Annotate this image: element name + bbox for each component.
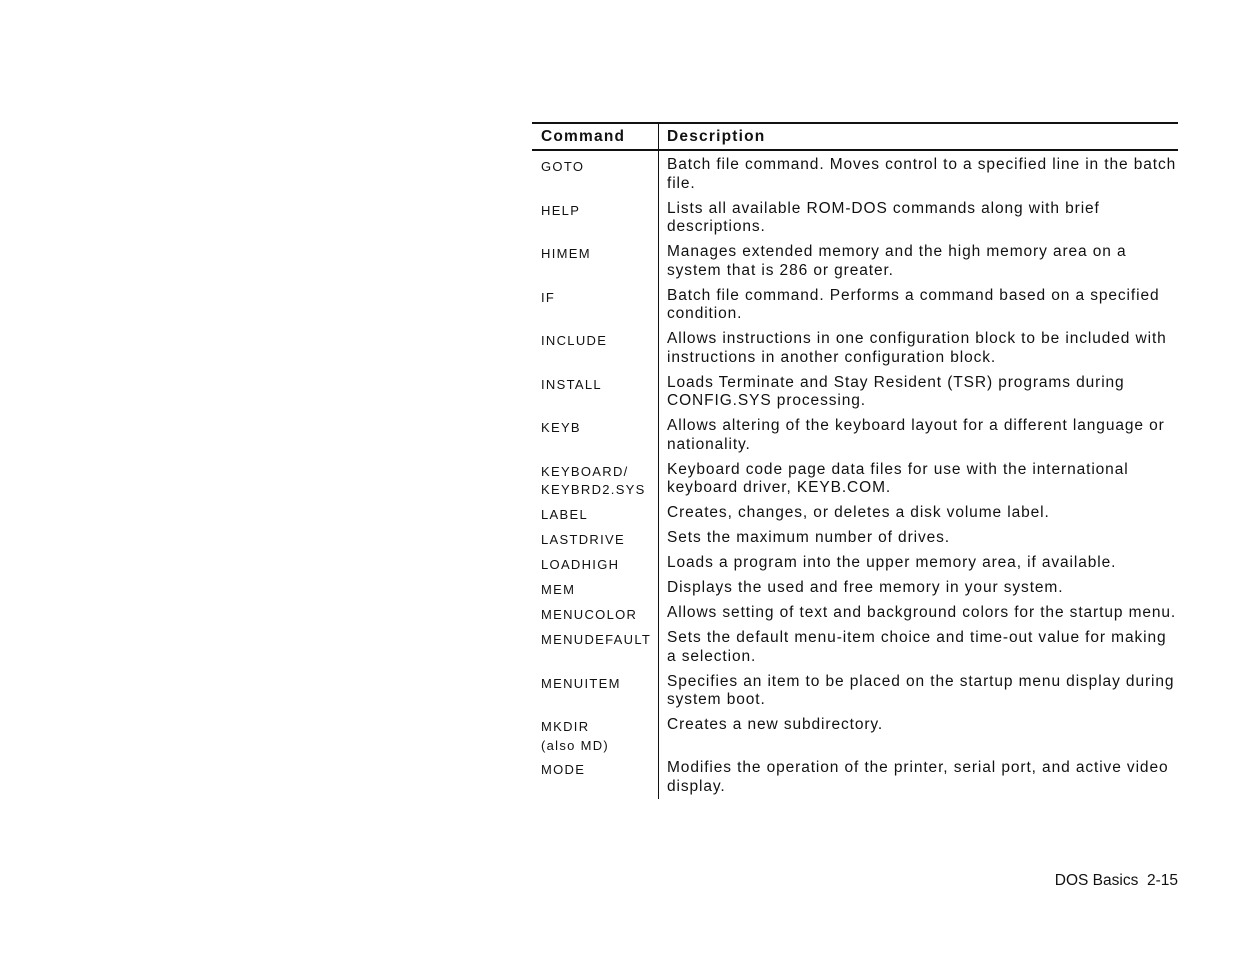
command-cell xyxy=(532,625,659,669)
description-cell: Allows altering of the keyboard layout for a different language or nationality. xyxy=(667,417,1165,453)
table-row xyxy=(532,413,1178,457)
table-row xyxy=(532,196,1178,240)
command-name: LASTDRIVE xyxy=(541,532,625,547)
command-table xyxy=(532,122,1178,799)
description-cell: Creates a new subdirectory. xyxy=(667,716,884,733)
command-cell xyxy=(532,755,659,799)
command-name: MEM xyxy=(541,582,576,597)
footer-section: DOS Basics xyxy=(1054,872,1139,889)
description-cell: Batch file command. Moves control to a specified line in the batch file. xyxy=(667,156,1177,192)
command-cell xyxy=(532,283,659,327)
command-name: HIMEM xyxy=(541,246,591,261)
table-row xyxy=(532,457,1178,501)
description-cell: Loads a program into the upper memory area, if available. xyxy=(667,554,1117,571)
footer-page-number: 2-15 xyxy=(1146,872,1178,889)
column-header-command: Command xyxy=(532,124,659,149)
table-row xyxy=(532,500,1178,525)
command-name: IF xyxy=(541,289,556,305)
table-row xyxy=(532,600,1178,625)
command-cell xyxy=(532,712,659,755)
command-cell xyxy=(532,151,659,196)
command-cell xyxy=(532,326,659,370)
table-row xyxy=(532,151,1178,196)
command-name: LABEL xyxy=(541,507,588,522)
command-name: GOTO xyxy=(541,159,585,174)
table-row xyxy=(532,625,1178,669)
command-cell xyxy=(532,196,659,240)
description-cell: Modifies the operation of the printer, serial port, and active video display. xyxy=(667,759,1169,795)
description-cell: Batch file command. Performs a command based on a specified condition. xyxy=(667,286,1160,322)
command-name: KEYBOARD/ xyxy=(541,463,629,479)
command-cell xyxy=(532,500,659,525)
command-name: MKDIR xyxy=(541,719,590,734)
command-name: HELP xyxy=(541,202,581,218)
command-cell xyxy=(532,669,659,713)
table-row xyxy=(532,239,1178,283)
table-header xyxy=(532,122,1178,151)
command-cell xyxy=(532,413,659,457)
page-footer xyxy=(1055,872,1178,890)
command-name: MENUDEFAULT xyxy=(541,632,652,647)
command-name: MENUCOLOR xyxy=(541,607,638,622)
table-row xyxy=(532,755,1178,799)
command-name: KEYB xyxy=(541,420,581,435)
command-name: (also MD) xyxy=(541,737,610,753)
command-cell xyxy=(532,525,659,550)
description-cell: Loads Terminate and Stay Resident (TSR) programs during CONFIG.SYS processing. xyxy=(667,373,1125,409)
table-row xyxy=(532,669,1178,713)
description-cell: Manages extended memory and the high memory area on a system that is 286 or greater. xyxy=(667,243,1127,279)
description-cell: Sets the maximum number of drives. xyxy=(667,529,950,546)
command-cell xyxy=(532,457,659,501)
description-cell: Allows setting of text and background colors for the startup menu. xyxy=(667,604,1177,621)
command-name: MODE xyxy=(541,762,586,777)
description-cell: Creates, changes, or deletes a disk volume label. xyxy=(667,504,1050,521)
description-cell: Displays the used and free memory in your system. xyxy=(667,579,1064,596)
command-cell xyxy=(532,370,659,414)
table-row xyxy=(532,550,1178,575)
description-cell: Lists all available ROM-DOS commands along with brief descriptions. xyxy=(667,199,1100,235)
command-cell xyxy=(532,575,659,600)
description-cell: Allows instructions in one configuration block to be included with instructions in another configuration block. xyxy=(667,330,1167,366)
description-cell: Keyboard code page data files for use with the international keyboard driver, KEYB.COM. xyxy=(667,460,1129,496)
table-row xyxy=(532,575,1178,600)
command-name: LOADHIGH xyxy=(541,557,620,572)
description-cell: Sets the default menu-item choice and time-out value for making a selection. xyxy=(667,629,1167,665)
description-cell: Specifies an item to be placed on the startup menu display during system boot. xyxy=(667,672,1175,708)
command-name: INSTALL xyxy=(541,376,602,392)
table-row xyxy=(532,283,1178,327)
table-row xyxy=(532,712,1178,755)
table-row xyxy=(532,326,1178,370)
column-header-description: Description xyxy=(667,128,766,145)
command-name: INCLUDE xyxy=(541,333,608,348)
command-cell xyxy=(532,239,659,283)
table-row xyxy=(532,525,1178,550)
command-cell xyxy=(532,600,659,625)
command-name: KEYBRD2.SYS xyxy=(541,482,646,497)
table-row xyxy=(532,370,1178,414)
command-cell xyxy=(532,550,659,575)
command-name: MENUITEM xyxy=(541,675,621,691)
table-body xyxy=(532,151,1178,799)
